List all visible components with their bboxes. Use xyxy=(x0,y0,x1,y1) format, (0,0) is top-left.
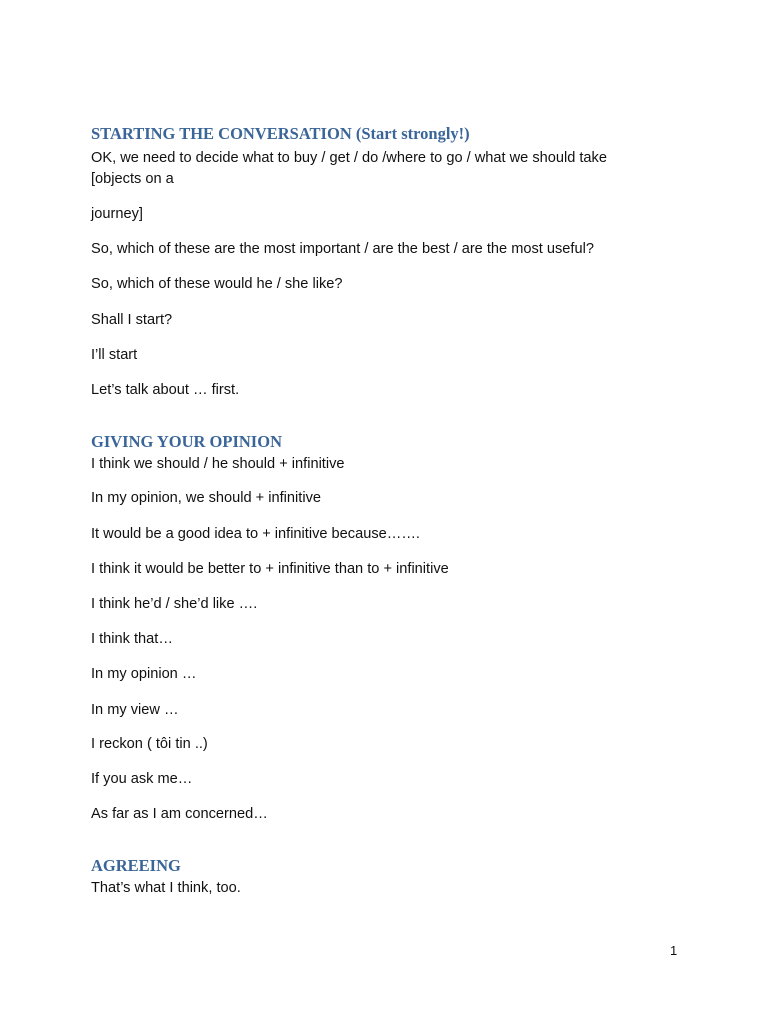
text-line: That’s what I think, too. xyxy=(91,880,241,896)
section-heading-agreeing: AGREEING xyxy=(91,856,181,875)
text-line: Shall I start? xyxy=(91,312,173,328)
page-number: 1 xyxy=(670,943,678,958)
text-line: It would be a good idea to + infinitive because……. xyxy=(91,526,420,542)
text-line: In my opinion, we should + infinitive xyxy=(91,490,321,506)
text-line: OK, we need to decide what to buy / get / do /where to go / what we should take xyxy=(91,150,607,166)
text-line: If you ask me… xyxy=(91,771,193,787)
section-heading-opinion: GIVING YOUR OPINION xyxy=(91,432,282,451)
text-line: As far as I am concerned… xyxy=(91,806,268,822)
text-line: Let’s talk about … first. xyxy=(91,382,240,398)
text-line: I think we should / he should + infinitive xyxy=(91,456,345,472)
section-heading-starting: STARTING THE CONVERSATION (Start strongly!) xyxy=(91,124,470,143)
text-line: [objects on a xyxy=(91,171,174,187)
text-line: In my opinion … xyxy=(91,666,197,682)
text-line: I think that… xyxy=(91,631,173,647)
text-line: I’ll start xyxy=(91,347,138,363)
text-line: In my view … xyxy=(91,702,179,718)
text-line: I think it would be better to + infinitive than to + infinitive xyxy=(91,561,449,577)
text-line: I reckon ( tôi tin ..) xyxy=(91,736,208,752)
text-line: So, which of these would he / she like? xyxy=(91,276,343,292)
text-line: So, which of these are the most important / are the best / are the most useful? xyxy=(91,241,594,257)
text-line: journey] xyxy=(91,206,143,222)
text-line: I think he’d / she’d like …. xyxy=(91,596,258,612)
